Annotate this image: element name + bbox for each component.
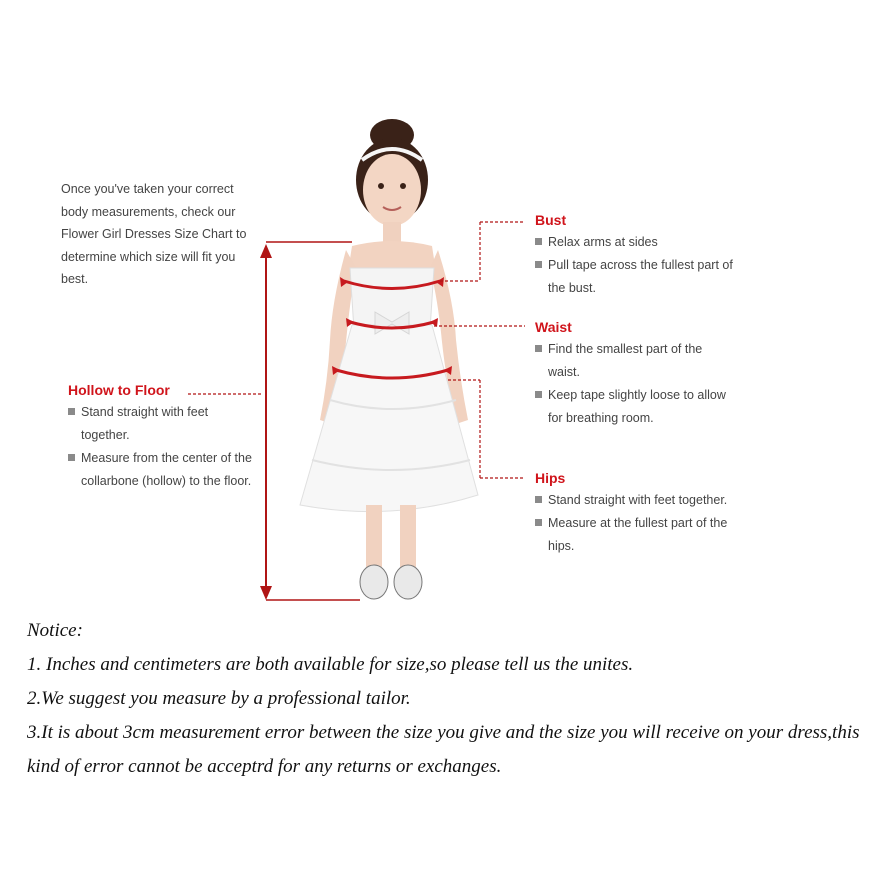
hips-title: Hips xyxy=(535,470,566,486)
face xyxy=(363,154,421,226)
notice-section xyxy=(27,614,882,784)
list-item: Relax arms at sides xyxy=(535,231,735,254)
list-item: Stand straight with feet together. xyxy=(68,401,258,447)
square-bullet-icon xyxy=(68,454,75,461)
square-bullet-icon xyxy=(535,238,542,245)
notice-line-1: 1. Inches and centimeters are both available for size,so please tell us the unites. xyxy=(27,654,634,675)
list-item: Stand straight with feet together. xyxy=(535,489,735,512)
bust-title: Bust xyxy=(535,212,567,228)
hollow-section xyxy=(68,382,258,493)
square-bullet-icon xyxy=(535,261,542,268)
square-bullet-icon xyxy=(535,519,542,526)
bust-section xyxy=(535,212,735,300)
list-item: Measure from the center of the collarbone (hollow) to the floor. xyxy=(68,447,258,493)
right-shoe xyxy=(394,565,422,599)
waist-title: Waist xyxy=(535,319,572,335)
square-bullet-icon xyxy=(535,345,542,352)
intro-text: Once you've taken your correct body measurements, check our Flower Girl Dresses Size Chart to determine which size will fit you best. xyxy=(61,182,247,286)
hollow-title: Hollow to Floor xyxy=(68,382,170,398)
dress-bodice xyxy=(350,268,434,330)
square-bullet-icon xyxy=(535,391,542,398)
left-leg xyxy=(366,505,382,567)
list-item: Keep tape slightly loose to allow for breathing room. xyxy=(535,384,735,430)
notice-line-2: 2.We suggest you measure by a professional tailor. xyxy=(27,688,411,709)
hips-list xyxy=(535,489,735,558)
square-bullet-icon xyxy=(535,496,542,503)
list-item: Pull tape across the fullest part of the bust. xyxy=(535,254,735,300)
notice-line-3: 3.It is about 3cm measurement error between the size you give and the size you will receive on your dress,this kind of error cannot be acceptrd for any returns or exchanges. xyxy=(27,722,860,777)
waist-list xyxy=(535,338,735,430)
list-item: Measure at the fullest part of the hips. xyxy=(535,512,735,558)
square-bullet-icon xyxy=(68,408,75,415)
right-leg xyxy=(400,505,416,567)
list-item: Find the smallest part of the waist. xyxy=(535,338,735,384)
hollow-list xyxy=(68,401,258,493)
shoulders xyxy=(348,241,436,272)
left-shoe xyxy=(360,565,388,599)
bust-list xyxy=(535,231,735,300)
waist-section xyxy=(535,319,735,430)
notice-title: Notice: xyxy=(27,620,83,641)
hips-section xyxy=(535,470,735,558)
